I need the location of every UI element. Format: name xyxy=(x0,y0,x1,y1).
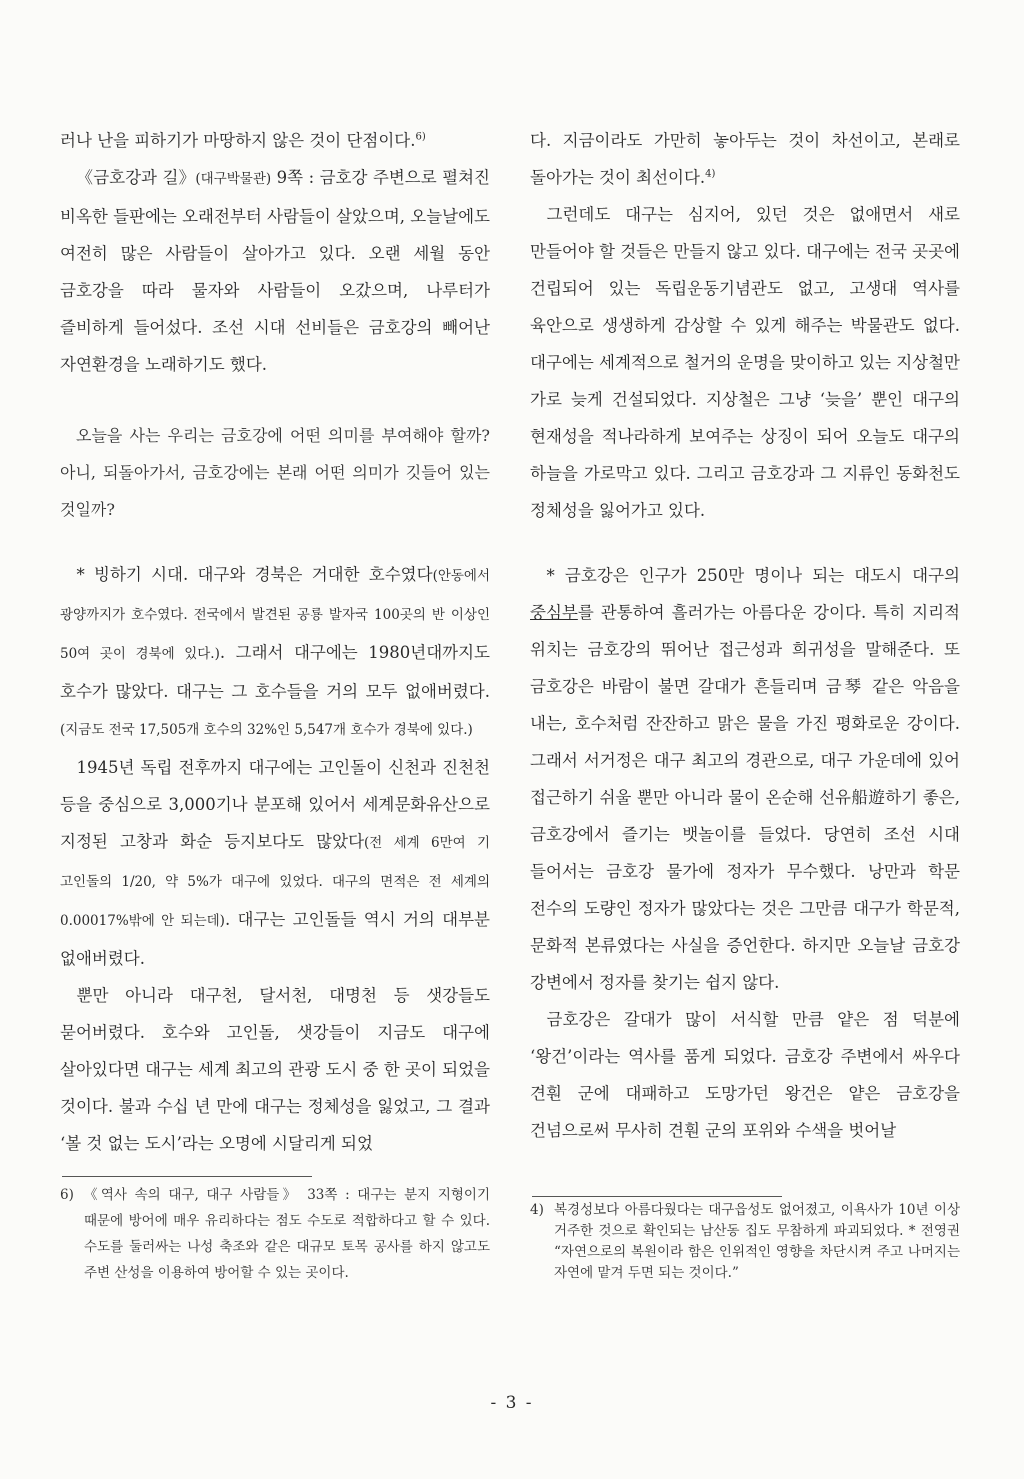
footnote-left: 6) 《역사 속의 대구, 대구 사람들》 33쪽 : 대구는 분지 지형이기 때문에 방어에 매우 유리하다는 점도 수도로 적합하다고 할 수 있다. 수도를 둘러싸는 나성 축조와 같은 대규모 토목 공사를 하지 않고도 주변 산성을 이용하여 방어할 수 있는 곳이다. xyxy=(60,1187,490,1281)
left-paragraph-streams: 뿐만 아니라 대구천, 달서천, 대명천 등 샛강들도 묻어버렸다. 호수와 고인돌, 샛강들이 지금도 대구에 살아있다면 대구는 세계 최고의 관광 도시 중 한 곳이 되었을 것이다. 불과 수십 년 만에 대구는 정체성을 잃었고, 그 결과 ‘볼 것 없는 도시’라는 오명에 시달리게 되었 xyxy=(60,986,490,1153)
right-paragraph-geumho: * 금호강은 인구가 250만 명이나 되는 대도시 대구의 중심부를 관통하여 흘러가는 아름다운 강이다. 특히 지리적 위치는 금호강의 뛰어난 접근성과 희귀성을 말해준다. 또 금호강은 바람이 불면 갈대가 흔들리며 금琴 같은 악음을 내는, 호수처럼 잔잔하고 맑은 물을 가진 평화로운 강이다. 그래서 서거정은 대구 최고의 경관으로, 대구 가운데에 있어 접근하기 쉬울 뿐만 아니라 물이 온순해 선유船遊하기 좋은, 금호강에서 즐기는 뱃놀이를 들었다. 당연히 조선 시대 들어서는 금호강 물가에 정자가 무수했다. 낭만과 학문 전수의 도량인 정자가 많았다는 것은 그만큼 대구가 학문적, 문화적 본류였다는 사실을 증언한다. 하지만 오늘날 금호강 강변에서 정자를 찾기는 쉽지 않다. xyxy=(530,566,960,992)
right-column xyxy=(530,122,960,1149)
footnote-divider-right xyxy=(532,1196,782,1197)
footnote-right: 4) 복경성보다 아름다웠다는 대구읍성도 없어졌고, 이욕사가 10년 이상 거주한 것으로 확인되는 남산동 집도 무참하게 파괴되었다. * 전영권 “자연으로의 복원이라 함은 인위적인 영향을 차단시켜 주고 나머지는 자연에 맡겨 두면 되는 것이다.” xyxy=(530,1202,960,1281)
left-paragraph-dolmens: 1945년 독립 전후까지 대구에는 고인돌이 신천과 진천천 등을 중심으로 3,000기나 분포해 있어서 세계문화유산으로 지정된 고창과 화순 등지보다도 많았다(전 세계 6만여 기 고인돌의 1/20, 약 5%가 대구에 있었다. 대구의 면적은 전 세계의 0.00017%밖에 안 되는데). 대구는 고인돌들 역시 거의 대부분 없애버렸다. xyxy=(60,758,490,968)
left-paragraph-lakes: * 빙하기 시대. 대구와 경북은 거대한 호수였다(안동에서 광양까지가 호수였다. 전국에서 발견된 공룡 발자국 100곳의 반 이상인 50여 곳이 경북에 있다.). 그래서 대구에는 1980년대까지도 호수가 많았다. 대구는 그 호수들을 거의 모두 없애버렸다. (지금도 전국 17,505개 호수의 32%인 5,547개 호수가 경북에 있다.) xyxy=(60,565,490,738)
left-quote-paragraph: 《금호강과 길》(대구박물관) 9쪽 : 금호강 주변으로 펼쳐진 비옥한 들판에는 오래전부터 사람들이 살았으며, 오늘날에도 여전히 많은 사람들이 살아가고 있다. 오랜 세월 동안 금호강을 따라 물자와 사람들이 오갔으며, 나루터가 즐비하게 들어섰다. 조선 시대 선비들은 금호강의 빼어난 자연환경을 노래하기도 했다. xyxy=(60,168,490,374)
handwritten-question: 오늘을 사는 우리는 금호강에 어떤 의미를 부여해야 할까? 아니, 되돌아가서, 금호강에는 본래 어떤 의미가 깃들어 있는 것일까? xyxy=(60,426,490,519)
footnote-divider-left xyxy=(62,1176,312,1177)
right-paragraph-2: 그런데도 대구는 심지어, 있던 것은 없애면서 새로 만들어야 할 것들은 만들지 않고 있다. 대구에는 전국 곳곳에 건립되어 있는 독립운동기념관도 없고, 고생대 역사를 육안으로 생생하게 감상할 수 있게 해주는 박물관도 없다. 대구에는 세계적으로 철거의 운명을 맞이하고 있는 지상철만 가로 늦게 건설되었다. 지상철은 그냥 ‘늦을’ 뿐인 대구의 현재성을 적나라하게 보여주는 상징이 되어 오늘도 대구의 하늘을 가로막고 있다. 그리고 금호강과 그 지류인 동화천도 정체성을 잃어가고 있다. xyxy=(530,205,960,520)
right-paragraph-wanggeon: 금호강은 갈대가 많이 서식할 만큼 얕은 점 덕분에 ‘왕건’이라는 역사를 품게 되었다. 금호강 주변에서 싸우다 견훤 군에 대패하고 도망가던 왕건은 얕은 금호강을 건넘으로써 무사히 견훤 군의 포위와 수색을 벗어날 xyxy=(530,1010,960,1140)
left-paragraph-1: 러나 난을 피하기가 마땅하지 않은 것이 단점이다.$^{6)}$ xyxy=(60,131,426,150)
page-number: - 3 - xyxy=(490,1393,534,1413)
left-column xyxy=(60,122,490,1162)
right-paragraph-1: 다. 지금이라도 가만히 놓아두는 것이 차선이고, 본래로 돌아가는 것이 최선이다.$^{4)}$ xyxy=(530,131,960,187)
